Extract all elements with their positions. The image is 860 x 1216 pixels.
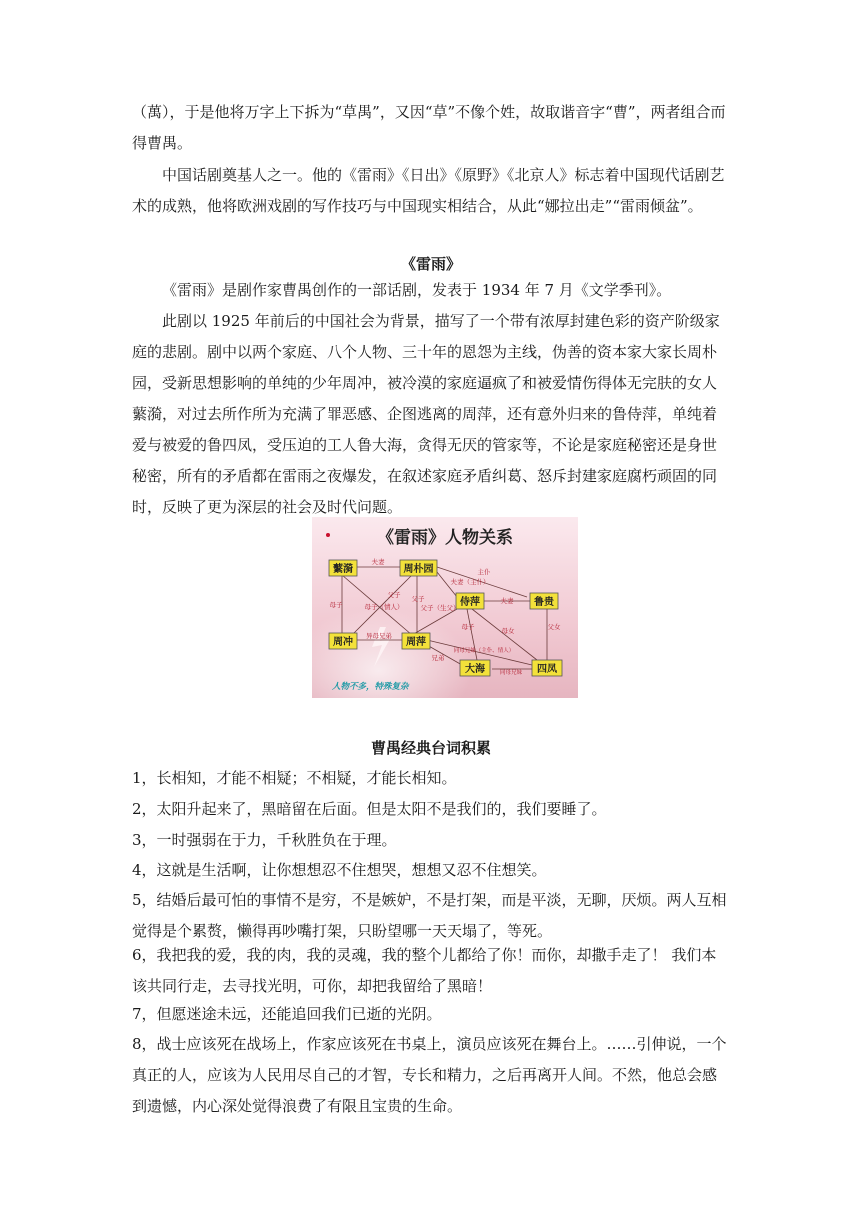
quote-item: 4，这就是生活啊，让你想想忍不住想哭，想想又忍不住想笑。 bbox=[132, 861, 547, 879]
edge-label-munv: 母女 bbox=[501, 627, 515, 635]
edge-label-muzi1: 母子 bbox=[329, 601, 343, 609]
edge-label-xiongdi: 兄弟 bbox=[431, 654, 445, 662]
quote-item: 5，结婚后最可怕的事情不是穷，不是嫉妒，不是打架，而是平淡，无聊，厌烦。两人互相觉得是个累赘，懒得再吵嘴打架，只盼望哪一天天塌了，等死。 bbox=[132, 891, 727, 940]
bullet-icon bbox=[326, 533, 330, 537]
quote-item: 1，长相知，才能不相疑；不相疑，才能长相知。 bbox=[132, 769, 457, 787]
edge-label-yifumu-xiongdi: 异母兄弟 bbox=[366, 632, 392, 640]
paragraph-playwright-intro: 中国话剧奠基人之一。他的《雷雨》《日出》《原野》《北京人》标志着中国现代话剧艺术的成熟，他将欧洲戏剧的写作技巧与中国现实相结合，从此“娜拉出走”“雷雨倾盆”。 bbox=[132, 166, 725, 215]
node-label-sifeng: 四凤 bbox=[537, 664, 557, 675]
figure-title: 《雷雨》人物关系 bbox=[377, 528, 513, 548]
edge-label-tongmu-xiongdi: 同母兄妹 bbox=[499, 670, 523, 676]
quote-item: 7，但愿迷途未远，还能追回我们已逝的光阴。 bbox=[132, 1005, 442, 1023]
quote-item: 6，我把我的爱，我的肉，我的灵魂，我的整个儿都给了你！而你，却撒手走了！ 我们本该共同行走，去寻找光明，可你，却把我留给了黑暗！ bbox=[132, 946, 717, 995]
edge-label-zhupu: 主仆 bbox=[477, 568, 491, 576]
paragraph-name-origin: （萬），于是他将万字上下拆为“草禺”，又因“草”不像个姓，故取谐音字“曹”，两者组合而得曹禺。 bbox=[132, 103, 726, 152]
node-label-zhouping: 周萍 bbox=[406, 637, 426, 648]
node-label-lugui: 鲁贵 bbox=[534, 597, 554, 608]
edge-label-fuzi-shengfu: 父子（生父） bbox=[420, 604, 460, 612]
edge-label-muzi-qingren: 母子（情人） bbox=[364, 603, 404, 611]
section-title-quotes: 曹禺经典台词积累 bbox=[370, 739, 491, 757]
quote-item: 3，一时强弱在于力，千秋胜负在于理。 bbox=[132, 831, 397, 849]
edge-label-funv: 父女 bbox=[547, 623, 561, 631]
quote-item: 2，太阳升起来了，黑暗留在后面。但是太阳不是我们的，我们要睡了。 bbox=[132, 800, 607, 818]
edge-label-fuzi1: 父子 bbox=[387, 591, 401, 599]
node-label-zhouchong: 周冲 bbox=[333, 637, 353, 648]
quote-item: 8，战士应该死在战场上，作家应该死在书桌上，演员应该死在舞台上。……引伸说，一个真正的人，应该为人民用尽自己的才智，专长和精力，之后再离开人间。不然，他总会感到遗憾，内心深处觉得浪费了有限且宝贵的生命。 bbox=[132, 1035, 727, 1115]
node-label-fanyi: 蘩漪 bbox=[333, 564, 353, 575]
paragraph-leiyu-summary: 此剧以 1925 年前后的中国社会为背景，描写了一个带有浓厚封建色彩的资产阶级家庭的悲剧。剧中以两个家庭、八个人物、三十年的恩怨为主线，伪善的资本家大家长周朴园，受新思想影响的单纯的少年周冲，被冷漠的家庭逼疯了和被爱情伤得体无完肤的女人蘩漪，对过去所作所为充满了罪恶感、企图逃离的周萍，还有意外归来的鲁侍萍，单纯着爱与被爱的鲁四凤，受压迫的工人鲁大海，贪得无厌的管家等，不论是家庭秘密还是身世秘密，所有的矛盾都在雷雨之夜爆发，在叙述家庭矛盾纠葛、怒斥封建家庭腐朽顽固的同时，反映了更为深层的社会及时代问题。 bbox=[132, 312, 720, 516]
node-label-dahai: 大海 bbox=[465, 664, 485, 675]
edge-label-fuzi-shengfu-a: 父子 bbox=[411, 595, 425, 603]
paragraph-leiyu-publication: 《雷雨》是剧作家曹禺创作的一部话剧，发表于 1934 年 7 月《文学季刊》。 bbox=[162, 281, 672, 299]
character-relationship-figure bbox=[312, 517, 578, 698]
section-title-leiyu: 《雷雨》 bbox=[400, 255, 461, 273]
edge-label-fuqi1: 夫妻 bbox=[371, 558, 385, 566]
edge-label-fuqi-zhuren: 夫妻（主仆） bbox=[450, 578, 490, 586]
edge-label-tongmu-xiongmei: 同母兄妹（主仆、情人） bbox=[453, 648, 515, 654]
relationship-diagram bbox=[312, 517, 578, 698]
edge-label-muzi2: 母子 bbox=[461, 623, 475, 631]
figure-caption: 人物不多，特殊复杂 bbox=[332, 682, 409, 692]
node-label-zhoupuyuan: 周朴园 bbox=[403, 564, 434, 575]
edge-label-fuqi2: 夫妻 bbox=[500, 597, 514, 605]
node-label-shiping: 侍萍 bbox=[460, 597, 480, 608]
